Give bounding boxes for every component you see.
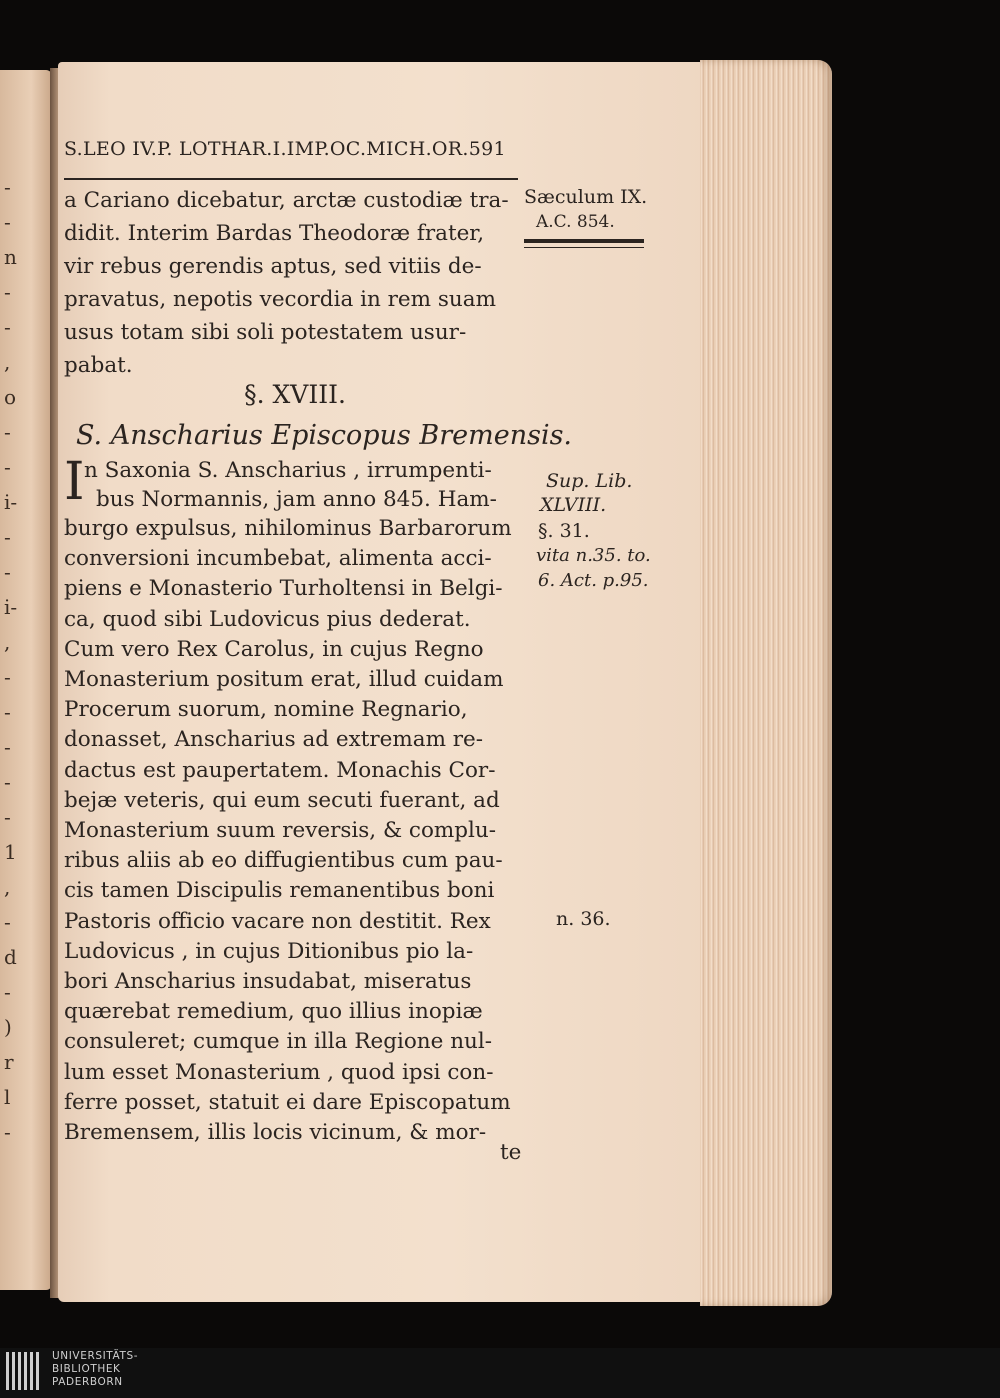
body-line: Bremensem, illis locis vicinum, & mor- [64, 1120, 487, 1145]
body-line: pabat. [64, 353, 133, 378]
body-line: lum esset Monasterium , quod ipsi con- [64, 1059, 494, 1085]
catchword: te [500, 1140, 522, 1165]
left-page-fragment: , [4, 630, 11, 654]
header-rule [64, 178, 518, 180]
library-logo-icon [4, 1350, 44, 1396]
left-page-fragment: - [4, 175, 11, 199]
margin-note-sup-lib: Sup. Lib. [546, 470, 633, 492]
body-line: burgo expulsus, nihilominus Barbarorum [64, 516, 512, 541]
library-name-line2: BIBLIOTHEK [52, 1363, 121, 1375]
margin-note-saeculum: Sæculum IX. [524, 186, 648, 208]
left-page-fragment: - [4, 560, 11, 584]
body-line: a Cariano dicebatur, arctæ custodiæ tra- [64, 188, 509, 213]
margin-rule [524, 239, 644, 243]
margin-note-acta: 6. Act. p.95. [538, 570, 649, 591]
body-line: ca, quod sibi Ludovicus pius dederat. [64, 606, 471, 632]
margin-note-para: §. 31. [538, 520, 590, 542]
body-line: pravatus, nepotis vecordia in rem suam [64, 287, 496, 312]
left-page-fragment: - [4, 1120, 11, 1144]
margin-note-book: XLVIII. [540, 494, 607, 516]
left-page-fragment: - [4, 805, 11, 829]
left-page-fragment: d [4, 945, 17, 969]
left-page-fragment: 1 [4, 840, 17, 864]
body-line: ribus aliis ab eo diffugientibus cum pau- [64, 848, 503, 874]
body-line: dactus est paupertatem. Monachis Cor- [64, 757, 496, 783]
drop-capital: I [64, 452, 85, 512]
left-page-fragment: - [4, 665, 11, 689]
body-line: quærebat remedium, quo illius inopiæ [64, 999, 483, 1025]
left-page-fragment: - [4, 525, 11, 549]
page-block-edge [700, 60, 832, 1306]
body-line: cis tamen Discipulis remanentibus boni [64, 878, 495, 904]
body-line: bus Normannis, jam anno 845. Ham- [96, 487, 497, 512]
body-line: consuleret; cumque in illa Regione nul- [64, 1029, 493, 1055]
body-line: ferre posset, statuit ei dare Episcopatum [64, 1089, 511, 1115]
body-line: Ludovicus , in cujus Ditionibus pio la- [64, 938, 474, 964]
left-page-fragment: - [4, 910, 11, 934]
body-line: didit. Interim Bardas Theodoræ frater, [64, 221, 485, 246]
left-page-fragment: , [4, 875, 11, 899]
body-line: Cum vero Rex Carolus, in cujus Regno [64, 636, 484, 662]
section-title: S. Anscharius Episcopus Bremensis. [76, 420, 573, 451]
margin-note-vita: vita n.35. to. [536, 545, 651, 566]
body-line: Monasterium suum reversis, & complu- [64, 818, 497, 843]
left-page-fragment: - [4, 210, 11, 234]
body-line: n Saxonia S. Anscharius , irrumpenti- [84, 458, 492, 483]
margin-note-n36: n. 36. [556, 908, 611, 930]
body-line: Pastoris officio vacare non destitit. Rex [64, 908, 491, 934]
library-name-line3: PADERBORN [52, 1376, 123, 1388]
left-page-fragment: - [4, 455, 11, 479]
left-page-fragment: ) [4, 1015, 12, 1039]
body-line: bori Anscharius insudabat, miseratus [64, 969, 472, 994]
body-line: Procerum suorum, nomine Regnario, [64, 697, 468, 723]
body-line: bejæ veteris, qui eum secuti fuerant, ad [64, 787, 500, 813]
left-page-fragment: i- [4, 595, 18, 619]
left-page-fragment: - [4, 280, 11, 304]
margin-rule-thin [524, 247, 644, 248]
left-page-fragment: i- [4, 490, 18, 514]
left-page-fragment: - [4, 980, 11, 1004]
section-number: §. XVIII. [244, 380, 346, 409]
left-page-fragment: l [4, 1085, 11, 1109]
left-page-fragment: - [4, 420, 11, 444]
left-page-fragment: - [4, 700, 11, 724]
left-page-fragment: o [4, 385, 17, 409]
body-line: usus totam sibi soli potestatem usur- [64, 320, 467, 345]
left-page-fragment: , [4, 350, 11, 374]
body-line: piens e Monasterio Turholtensi in Belgi- [64, 576, 503, 602]
body-line: conversioni incumbebat, alimenta acci- [64, 546, 492, 572]
left-page-fragment: - [4, 770, 11, 794]
library-name-line1: UNIVERSITÄTS- [52, 1350, 139, 1362]
library-footer-bar [0, 1348, 1000, 1398]
left-page-fragment: - [4, 735, 11, 759]
left-page-fragment: r [4, 1050, 14, 1074]
body-line: donasset, Anscharius ad extremam re- [64, 727, 484, 753]
running-header: S.LEO IV.P. LOTHAR.I.IMP.OC.MICH.OR.591 [64, 138, 506, 160]
margin-note-year: A.C. 854. [536, 212, 615, 232]
left-page-fragment: n [4, 245, 17, 269]
left-page-fragment: - [4, 315, 11, 339]
body-line: Monasterium positum erat, illud cuidam [64, 667, 504, 692]
body-line: vir rebus gerendis aptus, sed vitiis de- [64, 254, 482, 279]
